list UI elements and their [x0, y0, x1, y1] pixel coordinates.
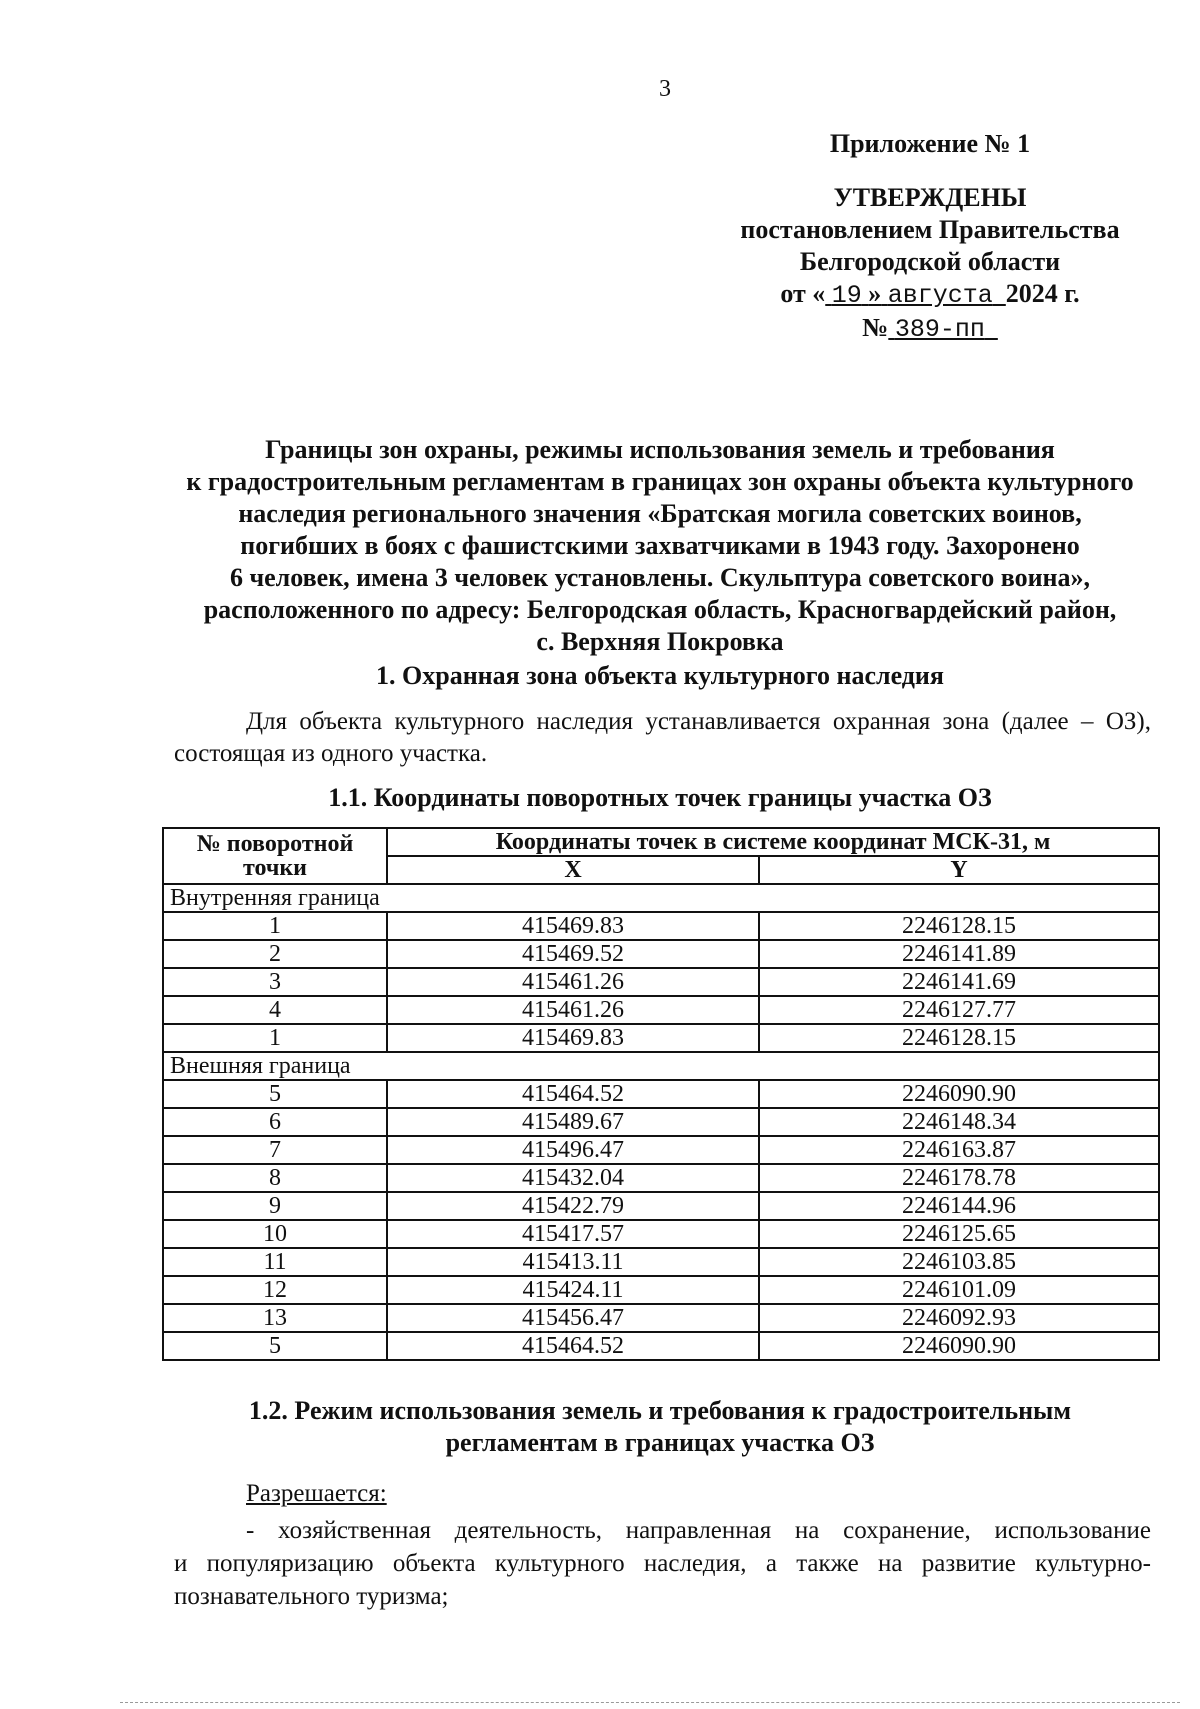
allowed-item: [174, 1514, 1151, 1613]
footer-divider: [120, 1702, 1180, 1703]
y-value: 2246101.09: [759, 1276, 1159, 1304]
y-header: Y: [759, 856, 1159, 884]
x-value: 415464.52: [387, 1080, 759, 1108]
point-number: 2: [163, 940, 387, 968]
approved-label: УТВЕРЖДЕНЫ: [833, 183, 1027, 212]
page-number: 3: [659, 76, 671, 102]
title-line: к градостроительным регламентам в границах зон охраны объекта культурного: [186, 467, 1134, 496]
document-title: [120, 434, 1200, 658]
table-row: [163, 1108, 1159, 1136]
paragraph-line: состоящая из одного участка.: [174, 740, 488, 767]
coordinates-table: [162, 827, 1160, 1361]
y-value: 2246141.89: [759, 940, 1159, 968]
table-row: [163, 940, 1159, 968]
section-1-heading: 1. Охранная зона объекта культурного наследия: [376, 661, 944, 690]
bullet-line: познавательного туризма;: [174, 1583, 449, 1610]
x-value: 415413.11: [387, 1248, 759, 1276]
title-line: 6 человек, имена 3 человек установлены. Скульптура советского воина»,: [229, 563, 1091, 592]
section-1-1-heading: 1.1. Координаты поворотных точек границы участка ОЗ: [328, 783, 992, 812]
point-number: 10: [163, 1220, 387, 1248]
x-value: 415432.04: [387, 1164, 759, 1192]
y-value: 2246128.15: [759, 1024, 1159, 1052]
point-number-header: № поворотной точки: [163, 828, 387, 884]
y-value: 2246127.77: [759, 996, 1159, 1024]
y-value: 2246178.78: [759, 1164, 1159, 1192]
point-number: 5: [163, 1080, 387, 1108]
point-number: 13: [163, 1304, 387, 1332]
allowed-label: Разрешается:: [246, 1480, 387, 1507]
y-value: 2246103.85: [759, 1248, 1159, 1276]
table-row: [163, 1164, 1159, 1192]
title-line: погибших в боях с фашистскими захватчиками в 1943 году. Захоронено: [240, 531, 1080, 560]
x-value: 415469.83: [387, 912, 759, 940]
section-1-paragraph: [174, 706, 1151, 770]
table-row: [163, 968, 1159, 996]
approval-block: [720, 128, 1140, 346]
table-row: [163, 1080, 1159, 1108]
title-line: наследия регионального значения «Братская могила советских воинов,: [238, 499, 1082, 528]
date-year: 2024 г.: [1005, 279, 1080, 308]
x-value: 415469.83: [387, 1024, 759, 1052]
x-value: 415461.26: [387, 968, 759, 996]
y-value: 2246144.96: [759, 1192, 1159, 1220]
table-row: [163, 1220, 1159, 1248]
x-header: X: [387, 856, 759, 884]
x-value: 415469.52: [387, 940, 759, 968]
approval-line-2: Белгородской области: [799, 247, 1061, 276]
title-line: с. Верхняя Покровка: [536, 627, 784, 656]
appendix-label: Приложение № 1: [829, 129, 1031, 158]
section-1-2-heading: [120, 1395, 1200, 1459]
y-value: 2246092.93: [759, 1304, 1159, 1332]
title-line: расположенного по адресу: Белгородская область, Красногвардейский район,: [203, 595, 1117, 624]
x-value: 415496.47: [387, 1136, 759, 1164]
point-number: 4: [163, 996, 387, 1024]
table-row: [163, 1024, 1159, 1052]
table-row: [163, 1248, 1159, 1276]
point-number: 5: [163, 1332, 387, 1360]
point-number: 1: [163, 1024, 387, 1052]
approval-date: [720, 278, 1140, 312]
bullet-line: и популяризацию объекта культурного наследия, а также на развитие культурно-: [174, 1550, 1151, 1577]
inner-boundary-label: Внутренняя граница: [163, 884, 1159, 912]
date-month: августа: [887, 281, 993, 310]
x-value: 415417.57: [387, 1220, 759, 1248]
date-prefix: от «: [780, 279, 826, 308]
y-value: 2246163.87: [759, 1136, 1159, 1164]
heading-line: регламентам в границах участка ОЗ: [445, 1428, 875, 1457]
number-prefix: №: [862, 313, 889, 342]
point-number: 9: [163, 1192, 387, 1220]
x-value: 415464.52: [387, 1332, 759, 1360]
point-number: 11: [163, 1248, 387, 1276]
y-value: 2246148.34: [759, 1108, 1159, 1136]
table-row: [163, 1136, 1159, 1164]
heading-line: 1.2. Режим использования земель и требования к градостроительным: [248, 1396, 1072, 1425]
y-value: 2246141.69: [759, 968, 1159, 996]
y-value: 2246090.90: [759, 1332, 1159, 1360]
point-number: 3: [163, 968, 387, 996]
table-row: [163, 1192, 1159, 1220]
point-number: 7: [163, 1136, 387, 1164]
point-number: 6: [163, 1108, 387, 1136]
date-day: 19: [831, 281, 862, 310]
y-value: 2246128.15: [759, 912, 1159, 940]
coordinates-header: Координаты точек в системе координат МСК-31, м: [387, 828, 1159, 856]
table-row: [163, 1332, 1159, 1360]
table-row: [163, 1276, 1159, 1304]
title-line: Границы зон охраны, режимы использования земель и требования: [265, 435, 1055, 464]
x-value: 415461.26: [387, 996, 759, 1024]
bullet-line: - хозяйственная деятельность, направленная на сохранение, использование: [246, 1517, 1151, 1544]
x-value: 415489.67: [387, 1108, 759, 1136]
table-row: [163, 996, 1159, 1024]
y-value: 2246125.65: [759, 1220, 1159, 1248]
approval-line-1: постановлением Правительства: [740, 215, 1120, 244]
table-row: [163, 912, 1159, 940]
table-row: [163, 1304, 1159, 1332]
outer-boundary-label: Внешняя граница: [163, 1052, 1159, 1080]
point-number: 1: [163, 912, 387, 940]
point-number: 8: [163, 1164, 387, 1192]
date-mid: »: [868, 279, 882, 308]
approval-number: [720, 312, 1140, 346]
x-value: 415456.47: [387, 1304, 759, 1332]
point-number: 12: [163, 1276, 387, 1304]
paragraph-line: Для объекта культурного наследия устанавливается охранная зона (далее – ОЗ),: [246, 708, 1151, 735]
y-value: 2246090.90: [759, 1080, 1159, 1108]
resolution-number: 389-пп: [894, 315, 985, 344]
x-value: 415422.79: [387, 1192, 759, 1220]
x-value: 415424.11: [387, 1276, 759, 1304]
